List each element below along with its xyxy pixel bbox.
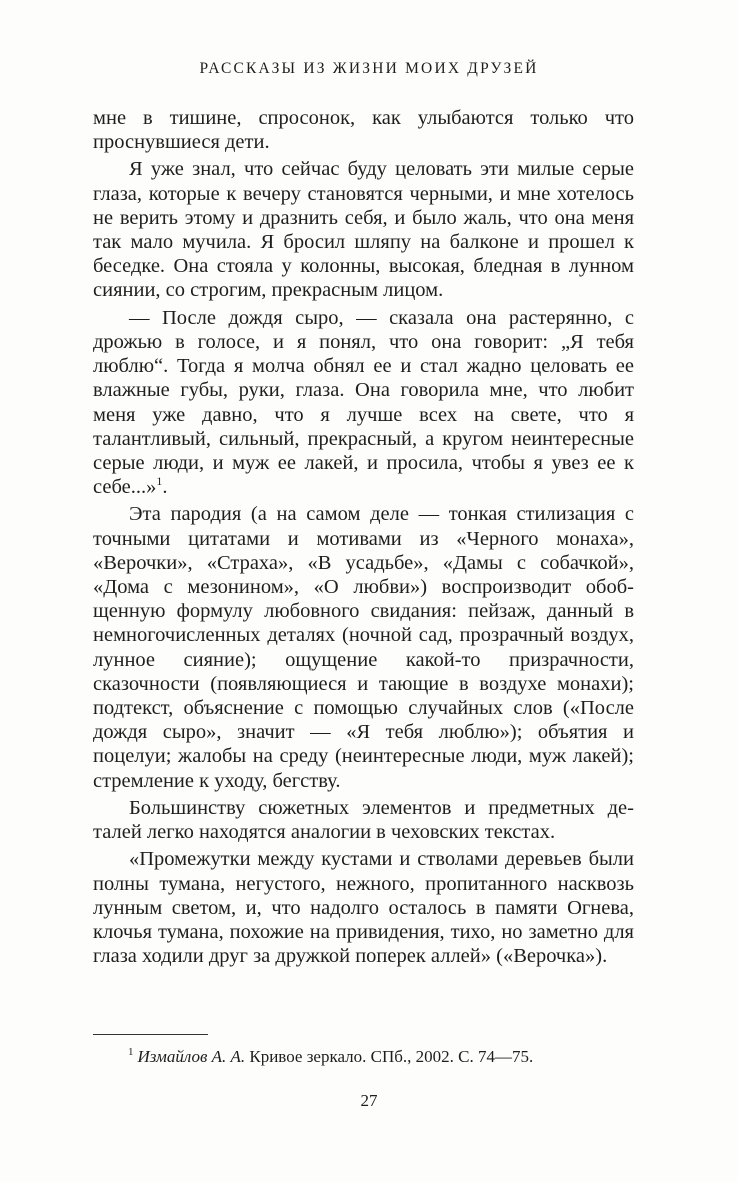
footnote-divider — [93, 1034, 208, 1035]
footnote-reference[interactable]: 1 — [156, 474, 163, 489]
page-number: 27 — [360, 1091, 378, 1110]
paragraph-5: Большинству сюжетных элементов и предметных деталей легко находятся аналогии в чеховских текстах. — [93, 796, 634, 844]
footnote — [128, 1047, 634, 1067]
footnote-text: Кривое зеркало. СПб., 2002. С. 74—75. — [245, 1047, 534, 1066]
paragraph-3-text: — После дождя сыро, — сказала она растерянно, с дрожью в голосе, и я понял, что она говорит: „Я тебя люблю“. Тогда я молча обнял ее и стал жадно целовать ее влажные губы, руки, глаза. Она говорила мне, что любит меня уже давно, что я лучше всех на свете, что я талантливый, сильный, прекрасный, а кругом неинтересные серые люди, и муж ее лакей, и просила, чтобы я увез ее к себе...» — [93, 306, 634, 499]
paragraph-4: Эта пародия (а на самом деле — тонкая стилизация с точными цитатами и мотивами из «Черного монаха», «Верочки», «Страха», «В усадьбе», «Дамы с собачкой», «Дома с мезонином», «О любви») воспроизводит обобщенную формулу любовного свидания: пейзаж, данный в немногочисленных деталях (ночной сад, прозрачный воздух, лунное сияние); ощущение какой-то призрачности, сказочности (появляющиеся и тающие в воздухе монахи); подтекст, объяснение с помощью случайных слов («После дождя сыро», значит — «Я тебя люблю»); объятия и поцелуи; жалобы на среду (неинтересные люди, муж лакей); стремление к уходу, бегству. — [93, 503, 634, 792]
paragraph-1: мне в тишине, спросонок, как улыбаются только что проснувшиеся дети. — [93, 107, 634, 154]
footnote-number: 1 — [128, 1046, 134, 1059]
running-head: РАССКАЗЫ ИЗ ЖИЗНИ МОИХ ДРУЗЕЙ — [199, 60, 539, 77]
paragraph-3: — После дождя сыро, — сказала она растерянно, с дрожью в голосе, и я понял, что она говорит: „Я тебя люблю“. Тогда я молча обнял ее и стал жадно целовать ее влажные губы, руки, глаза. Она говорила мне, что любит меня уже давно, что я лучше всех на свете, что я талантливый, сильный, прекрасный, а кругом неинтересные серые люди, и муж ее лакей, и просила, чтобы я увез ее к себе...»$^1$. — [93, 306, 634, 499]
paragraph-2: Я уже знал, что сейчас буду целовать эти милые серые глаза, которые к вечеру становятся черными, и мне хотелось не верить этому и дразнить себя, и было жаль, что она меня так мало мучила. Я бросил шляпу на балконе и прошел к беседке. Она стояла у колонны, высокая, бледная в лунном сиянии, со строгим, прекрасным лицом. — [93, 158, 634, 302]
footnote-author: Измайлов А. А. — [137, 1047, 246, 1066]
body-text — [93, 106, 634, 971]
paragraph-6: «Промежутки между кустами и стволами деревьев были полны тумана, негустого, нежного, пропитанного насквозь лунным светом, и, что надолго осталось в памяти Огнева, клочья тумана, похожие на привидения, тихо, но заметно для глаза ходили друг за дружкой поперек аллей» («Верочка»). — [93, 848, 634, 968]
